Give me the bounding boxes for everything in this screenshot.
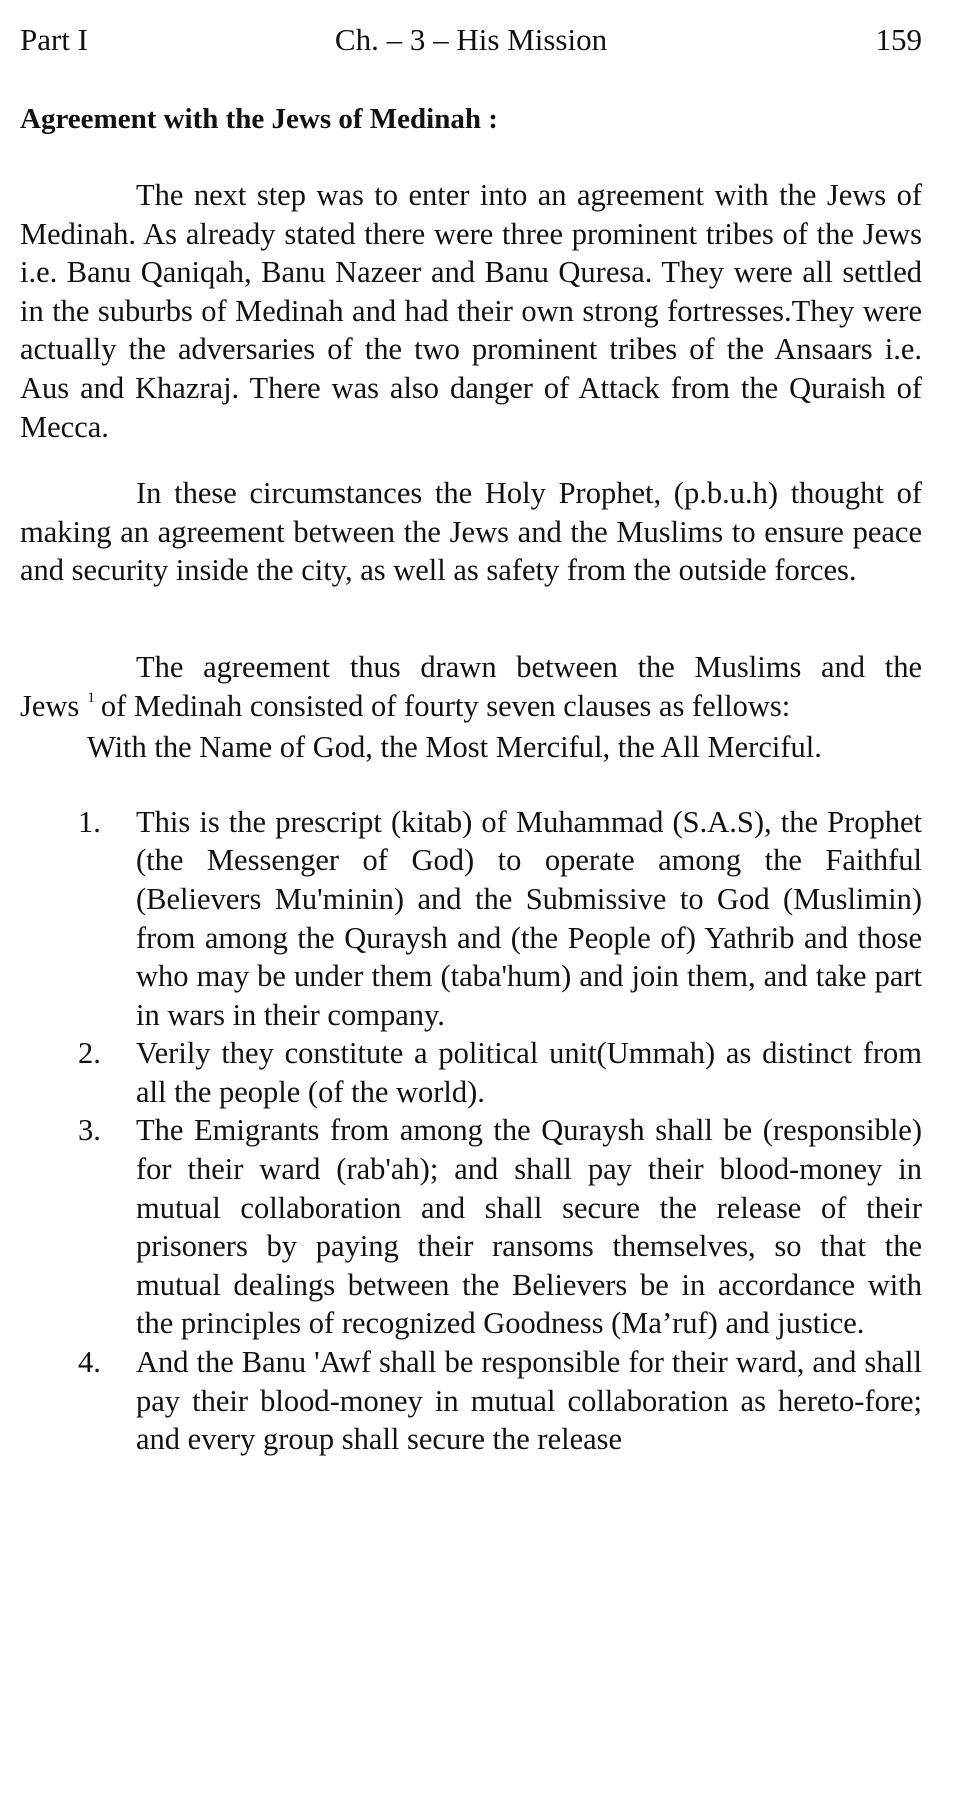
section-heading: Agreement with the Jews of Medinah : <box>20 103 498 135</box>
footnote-marker: 1 <box>87 689 95 706</box>
running-head <box>20 18 922 62</box>
clause-number: 2. <box>78 1036 101 1071</box>
clause-number: 3. <box>78 1113 101 1148</box>
clause-item <box>20 1343 922 1459</box>
bismillah-line: With the Name of God, the Most Merciful, the All Merciful. <box>87 730 822 765</box>
paragraph-agreement-intro <box>20 648 922 725</box>
page-number: 159 <box>875 22 922 57</box>
page-body <box>20 100 922 1459</box>
clause-item <box>20 1111 922 1343</box>
clause-list <box>20 803 922 1459</box>
clause-text: Verily they constitute a political unit(Ummah) as distinct from all the people (of the world). <box>136 1036 922 1109</box>
clause-text: The Emigrants from among the Quraysh shall be (responsible) for their ward (rab'ah); and shall pay their blood-money in mutual collaboration and shall secure the release of their prisoners by paying their ransoms themselves, so that the mutual dealings between the Believers be in accordance with the principles of recognized Goodness (Ma’ruf) and justice. <box>136 1113 922 1341</box>
part-label: Part I <box>20 22 89 57</box>
clause-text: And the Banu 'Awf shall be responsible for their ward, and shall pay their blood-money in mutual collaboration as hereto-fore; and every group shall secure the release <box>136 1345 922 1457</box>
agreement-intro-continuation: of Medinah consisted of fourty seven clauses as fellows: <box>100 688 791 723</box>
paragraph-jews-of-medinah: The next step was to enter into an agreement with the Jews of Medinah. As already stated there were three prominent tribes of the Jews i.e. Banu Qaniqah, Banu Nazeer and Banu Quresa. They were all settled in the suburbs of Medinah and had their own strong fortresses.They were actually the adversaries of the two prominent tribes of the Ansaars i.e. Aus and Khazraj. There was also danger of Attack from the Quraish of Mecca. <box>20 178 922 444</box>
clause-number: 1. <box>78 804 101 839</box>
clause-item <box>20 1034 922 1111</box>
clause-text: This is the prescript (kitab) of Muhammad (S.A.S), the Prophet (the Messenger of God) to operate among the Faithful (Believers Mu'minin) and the Submissive to God (Muslimin) from among the Quraysh and (the People of) Yathrib and those who may be under them (taba'hum) and join them, and take part in wars in their company. <box>136 804 922 1032</box>
chapter-title: Ch. – 3 – His Mission <box>334 22 608 57</box>
clause-number: 4. <box>78 1345 101 1380</box>
agreement-intro-text: The agreement thus drawn between the Muslims and the Jews <box>20 649 922 723</box>
clause-item <box>20 803 922 1035</box>
paragraph-circumstances: In these circumstances the Holy Prophet, (p.b.u.h) thought of making an agreement between the Jews and the Muslims to ensure peace and security inside the city, as well as safety from the outside forces. <box>20 476 922 588</box>
